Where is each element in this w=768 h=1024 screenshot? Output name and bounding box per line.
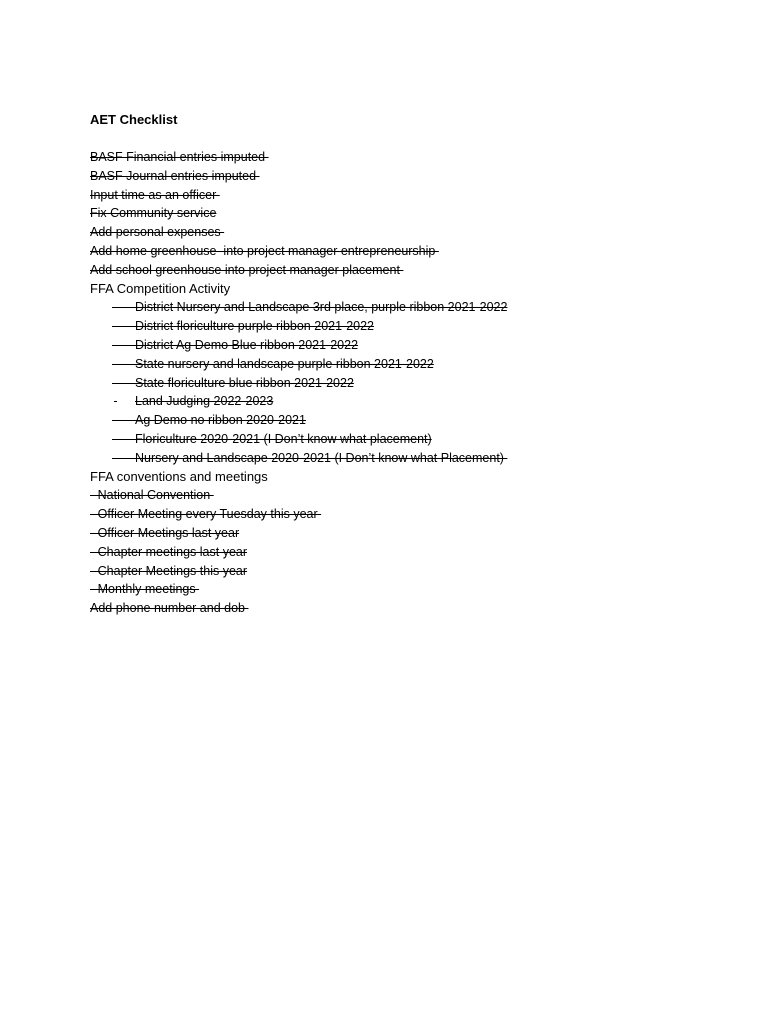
bullet-marker [90, 336, 135, 355]
bullet-marker [90, 355, 135, 374]
bullet-marker [90, 449, 135, 468]
checklist-item: BASF Financial entries imputed [90, 150, 269, 164]
competition-item [90, 430, 730, 449]
checklist-item: Input time as an officer [90, 187, 220, 202]
competition-item [90, 355, 730, 374]
competition-item [90, 392, 730, 411]
bullet-marker [90, 430, 135, 449]
conventions-item: - Monthly meetings [90, 582, 200, 597]
checklist-item: Add home greenhouse into project manager entrepreneurship [90, 243, 439, 258]
competition-item [90, 336, 730, 355]
bullet-marker [90, 298, 135, 317]
competition-item [90, 374, 730, 393]
competition-item-text: District Nursery and Landscape 3rd place, purple ribbon 2021-2022 [135, 300, 508, 315]
competition-item [90, 298, 730, 317]
competition-heading: FFA Competition Activity [90, 280, 231, 296]
competition-item-text: District floriculture purple ribbon 2021-2022 [135, 319, 375, 334]
checklist-item: Fix Community service [90, 206, 217, 221]
bullet-marker [90, 374, 135, 393]
conventions-item: - Officer Meeting every Tuesday this year [90, 507, 322, 522]
conventions-list [90, 486, 730, 618]
competition-item [90, 317, 730, 336]
bullet-marker [90, 392, 135, 411]
conventions-heading: FFA conventions and meetings [90, 468, 268, 484]
conventions-item: Add phone number and dob [90, 601, 249, 616]
competition-item-text: Ag Demo no ribbon 2020-2021 [135, 413, 306, 428]
top-checklist [90, 148, 730, 280]
conventions-item: - Officer Meetings last year [90, 525, 240, 540]
competition-item-text: Nursery and Landscape 2020-2021 (I Don’t know what Placement) [135, 450, 508, 465]
checklist-item: Add school greenhouse into project manager placement [90, 262, 404, 277]
checklist-item: Add personal expenses [90, 225, 225, 240]
conventions-item: - Chapter meetings last year [90, 544, 248, 559]
conventions-item: - Chapter Meetings this year [90, 563, 248, 578]
competition-item [90, 411, 730, 430]
conventions-item: - National Convention [90, 488, 214, 503]
document-page [90, 110, 730, 618]
competition-item-text: District Ag Demo Blue ribbon 2021-2022 [135, 337, 359, 352]
checklist-item: BASF Journal entries imputed [90, 168, 260, 183]
document-title: AET Checklist [90, 112, 178, 127]
bullet-marker [90, 411, 135, 430]
bullet-marker [90, 317, 135, 336]
competition-item [90, 449, 730, 468]
competition-item-text: State floriculture blue ribbon 2021-2022 [135, 375, 354, 390]
competition-list [90, 298, 730, 467]
competition-item-text: Land Judging 2022-2023 [135, 394, 274, 409]
competition-item-text: Floriculture 2020-2021 (I Don’t know what placement) [135, 431, 432, 446]
competition-item-text: State nursery and landscape purple ribbon 2021-2022 [135, 356, 434, 371]
